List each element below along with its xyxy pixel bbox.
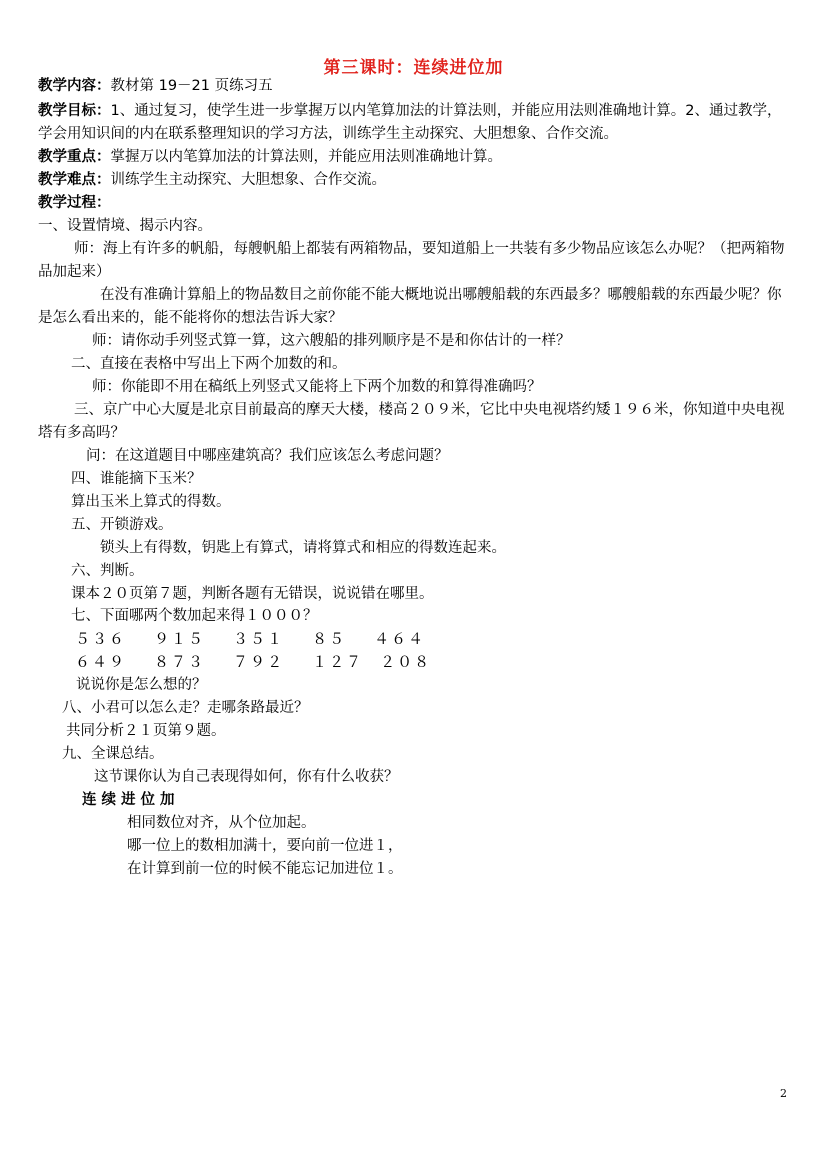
content-label: 教学内容： <box>38 78 111 94</box>
summary-line: 在计算到前一位的时候不能忘记加进位１。 <box>127 861 403 877</box>
goals-line-1 <box>38 101 781 121</box>
summary-title: 连续进位加 <box>82 792 180 808</box>
difficulty-label: 教学难点： <box>38 172 111 188</box>
text-line: 师：海上有许多的帆船，每艘帆船上都装有两箱物品，要知道船上一共装有多少物品应该怎么办呢？（把两箱物 <box>74 241 785 257</box>
text-line: 算出玉米上算式的得数。 <box>71 494 231 510</box>
text-line: 九、全课总结。 <box>62 746 164 762</box>
text-line: 六、判断。 <box>71 563 144 579</box>
text-line: 师：请你动手列竖式算一算，这六艘船的排列顺序是不是和你估计的一样？ <box>92 333 571 349</box>
text-line: 五、开锁游戏。 <box>71 517 173 533</box>
summary-line: 相同数位对齐，从个位加起。 <box>127 815 316 831</box>
text-line: 二、直接在表格中写出上下两个加数的和。 <box>71 356 347 372</box>
text-line: 四、谁能摘下玉米？ <box>71 471 202 487</box>
text-line: 这节课你认为自己表现得如何，你有什么收获？ <box>94 769 399 785</box>
number-row: ６４９ ８７３ ７９２ １２７ ２０８ <box>75 653 432 671</box>
text-line: 锁头上有得数，钥匙上有算式，请将算式和相应的得数连起来。 <box>100 540 506 556</box>
goals-label: 教学目标： <box>38 103 111 119</box>
text-line: 三、京广中心大厦是北京目前最高的摩天大楼，楼高２０９米，它比中央电视塔约矮１９６米，你知道中央电视 <box>74 402 785 418</box>
key-label: 教学重点： <box>38 149 111 165</box>
text-line: 品加起来） <box>38 264 111 280</box>
text-line: 八、小君可以怎么走？走哪条路最近？ <box>62 700 309 716</box>
key-text: 掌握万以内笔算加法的计算法则，并能应用法则准确地计算。 <box>110 149 502 165</box>
summary-line: 哪一位上的数相加满十，要向前一位进１， <box>127 838 403 854</box>
difficulty-text: 训练学生主动探究、大胆想象、合作交流。 <box>110 172 386 188</box>
goals-text-1: 1、通过复习，使学生进一步掌握万以内笔算加法的计算法则，并能应用法则准确地计算。2、通过教学， <box>110 103 782 119</box>
text-line: 共同分析２１页第９题。 <box>66 723 226 739</box>
page-number: 2 <box>780 1087 787 1100</box>
text-line: 问：在这道题目中哪座建筑高？我们应该怎么考虑问题？ <box>86 448 449 464</box>
text-line: 一、设置情境、揭示内容。 <box>38 218 212 234</box>
text-line: 七、下面哪两个数加起来得１０００？ <box>71 608 318 624</box>
text-line: 说说你是怎么想的？ <box>76 677 207 693</box>
text-line: 塔有多高吗？ <box>38 425 125 441</box>
page-title: 第三课时：连续进位加 <box>323 58 504 78</box>
text-line: 课本２０页第７题，判断各题有无错误，说说错在哪里。 <box>71 586 434 602</box>
content-line <box>38 76 273 96</box>
number-row: ５３６ ９１５ ３５１ ８５ ４６４ <box>75 630 426 648</box>
key-line <box>38 147 502 167</box>
text-line: 在没有准确计算船上的物品数目之前你能不能大概地说出哪艘船载的东西最多？哪艘船载的东西最少呢？你 <box>100 287 782 303</box>
text-line: 师：你能即不用在稿纸上列竖式又能将上下两个加数的和算得准确吗？ <box>92 379 542 395</box>
difficulty-line <box>38 170 386 190</box>
content-text: 教材第 19－21 页练习五 <box>110 78 273 94</box>
goals-line-2: 学会用知识间的内在联系整理知识的学习方法，训练学生主动探究、大胆想象、合作交流。 <box>38 126 618 142</box>
text-line: 是怎么看出来的，能不能将你的想法告诉大家？ <box>38 310 343 326</box>
process-label: 教学过程： <box>38 195 111 211</box>
